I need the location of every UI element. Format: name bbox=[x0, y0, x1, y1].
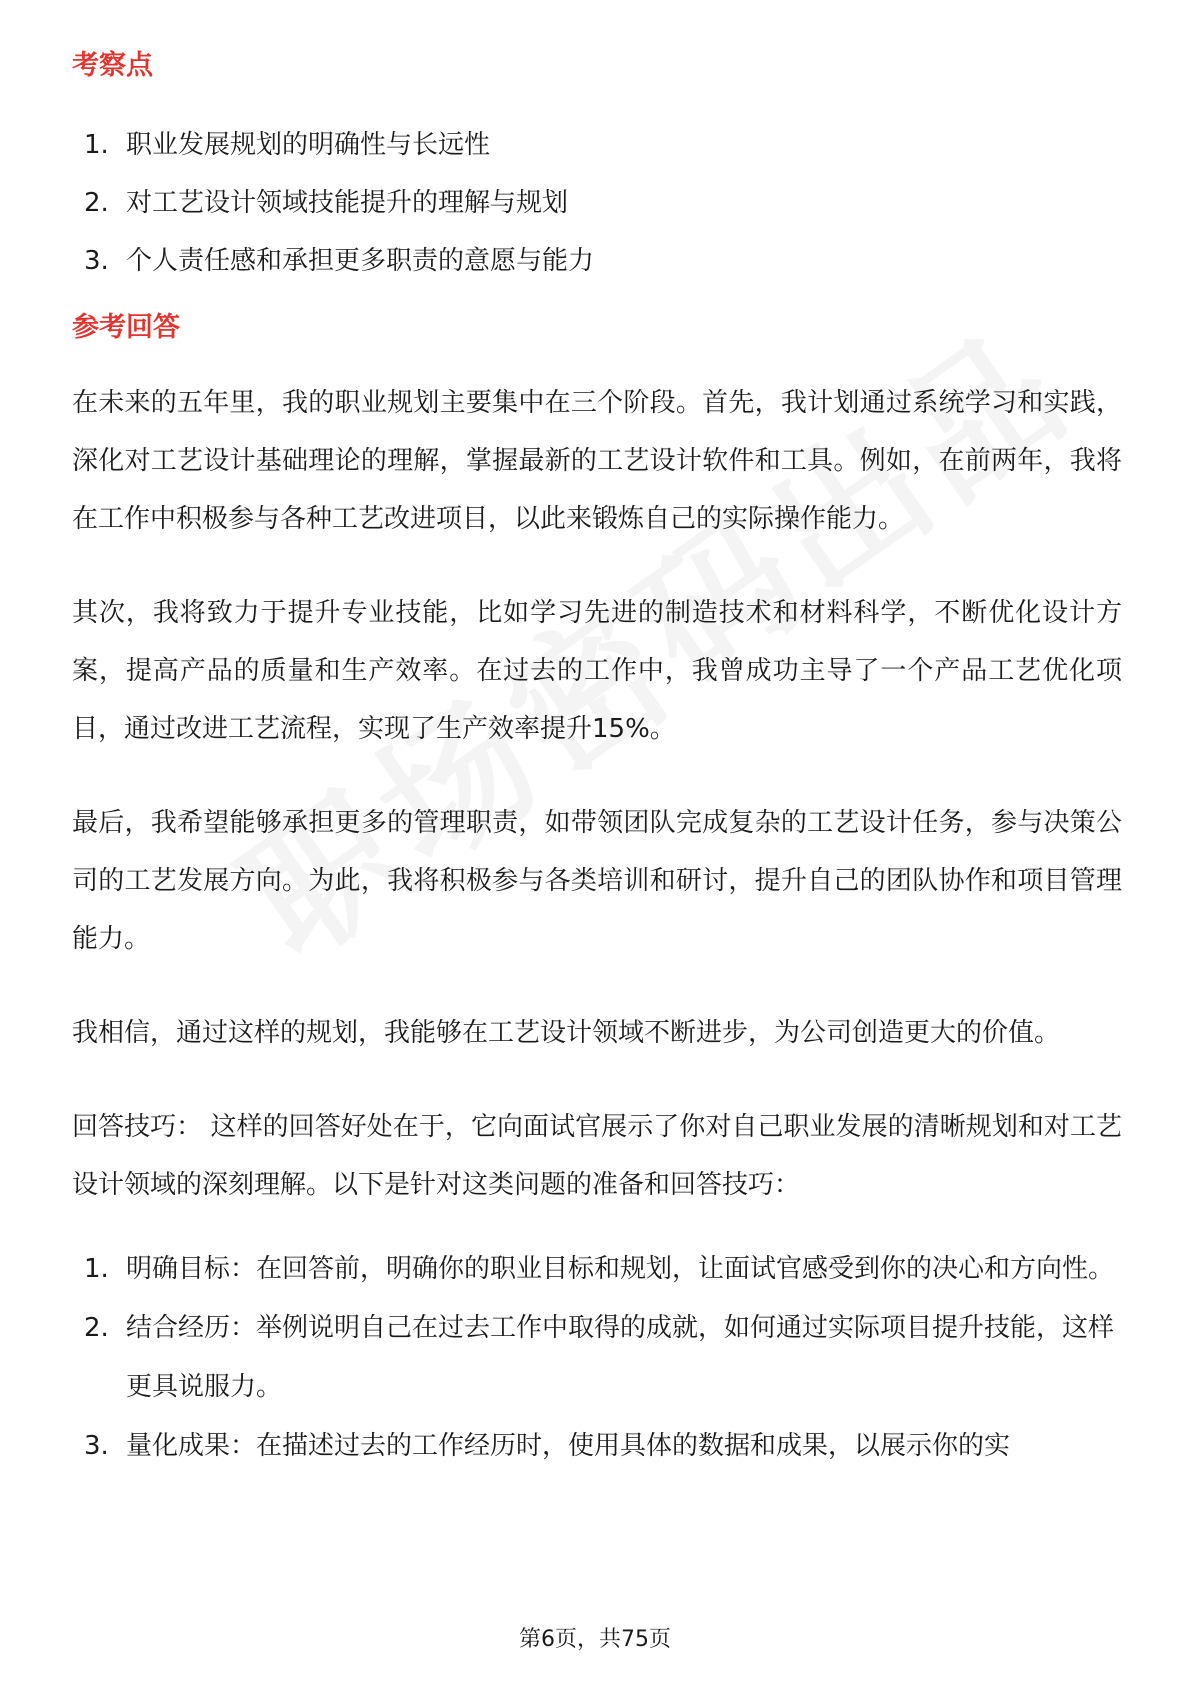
list-item-text: 个人责任感和承担更多职责的意愿与能力 bbox=[126, 246, 595, 276]
list-item-text: 职业发展规划的明确性与长远性 bbox=[126, 130, 491, 160]
list-item: 1. 明确目标：在回答前，明确你的职业目标和规划，让面试官感受到你的决心和方向性。 bbox=[84, 1254, 1115, 1284]
list-item-text: 结合经历：举例说明自己在过去工作中取得的成就，如何通过实际项目提升技能，这样更具说服力。 bbox=[126, 1313, 1115, 1402]
list-item: 3. 个人责任感和承担更多职责的意愿与能力 bbox=[84, 246, 595, 276]
page-footer: 第6页，共75页 bbox=[519, 1627, 671, 1652]
answer-tips-intro: 回答技巧： 这样的回答好处在于，它向面试官展示了你对自己职业发展的清晰规划和对工艺设计领域的深刻理解。以下是针对这类问题的准备和回答技巧： bbox=[72, 1112, 1122, 1200]
list-item: 2. 结合经历：举例说明自己在过去工作中取得的成就，如何通过实际项目提升技能，这样更具说服力。 bbox=[84, 1313, 1115, 1402]
list-item: 2. 对工艺设计领域技能提升的理解与规划 bbox=[84, 188, 569, 218]
section-title-reference-answer: 参考回答 bbox=[72, 312, 180, 343]
answer-tips-list bbox=[72, 1240, 1122, 1476]
section-title-examination-points: 考察点 bbox=[72, 50, 153, 81]
list-item-text: 对工艺设计领域技能提升的理解与规划 bbox=[126, 188, 569, 218]
examination-points-list bbox=[72, 116, 1122, 290]
document-page bbox=[72, 46, 1122, 1476]
list-item-text: 量化成果：在描述过去的工作经历时，使用具体的数据和成果，以展示你的实 bbox=[126, 1431, 1011, 1461]
list-item: 1. 职业发展规划的明确性与长远性 bbox=[84, 130, 491, 160]
list-item: 3. 量化成果：在描述过去的工作经历时，使用具体的数据和成果，以展示你的实 bbox=[84, 1431, 1011, 1461]
answer-paragraph-3: 最后，我希望能够承担更多的管理职责，如带领团队完成复杂的工艺设计任务，参与决策公司的工艺发展方向。为此，我将积极参与各类培训和研讨，提升自己的团队协作和项目管理能力。 bbox=[72, 808, 1122, 954]
answer-paragraph-4: 我相信，通过这样的规划，我能够在工艺设计领域不断进步，为公司创造更大的价值。 bbox=[72, 1018, 1061, 1048]
answer-paragraph-2: 其次，我将致力于提升专业技能，比如学习先进的制造技术和材料科学，不断优化设计方案，提高产品的质量和生产效率。在过去的工作中，我曾成功主导了一个产品工艺优化项目，通过改进工艺流程，实现了生产效率提升15%。 bbox=[72, 598, 1122, 744]
answer-paragraph-1: 在未来的五年里，我的职业规划主要集中在三个阶段。首先，我计划通过系统学习和实践，深化对工艺设计基础理论的理解，掌握最新的工艺设计软件和工具。例如，在前两年，我将在工作中积极参与各种工艺改进项目，以此来锻炼自己的实际操作能力。 bbox=[72, 388, 1122, 534]
list-item-text: 明确目标：在回答前，明确你的职业目标和规划，让面试官感受到你的决心和方向性。 bbox=[126, 1254, 1115, 1284]
